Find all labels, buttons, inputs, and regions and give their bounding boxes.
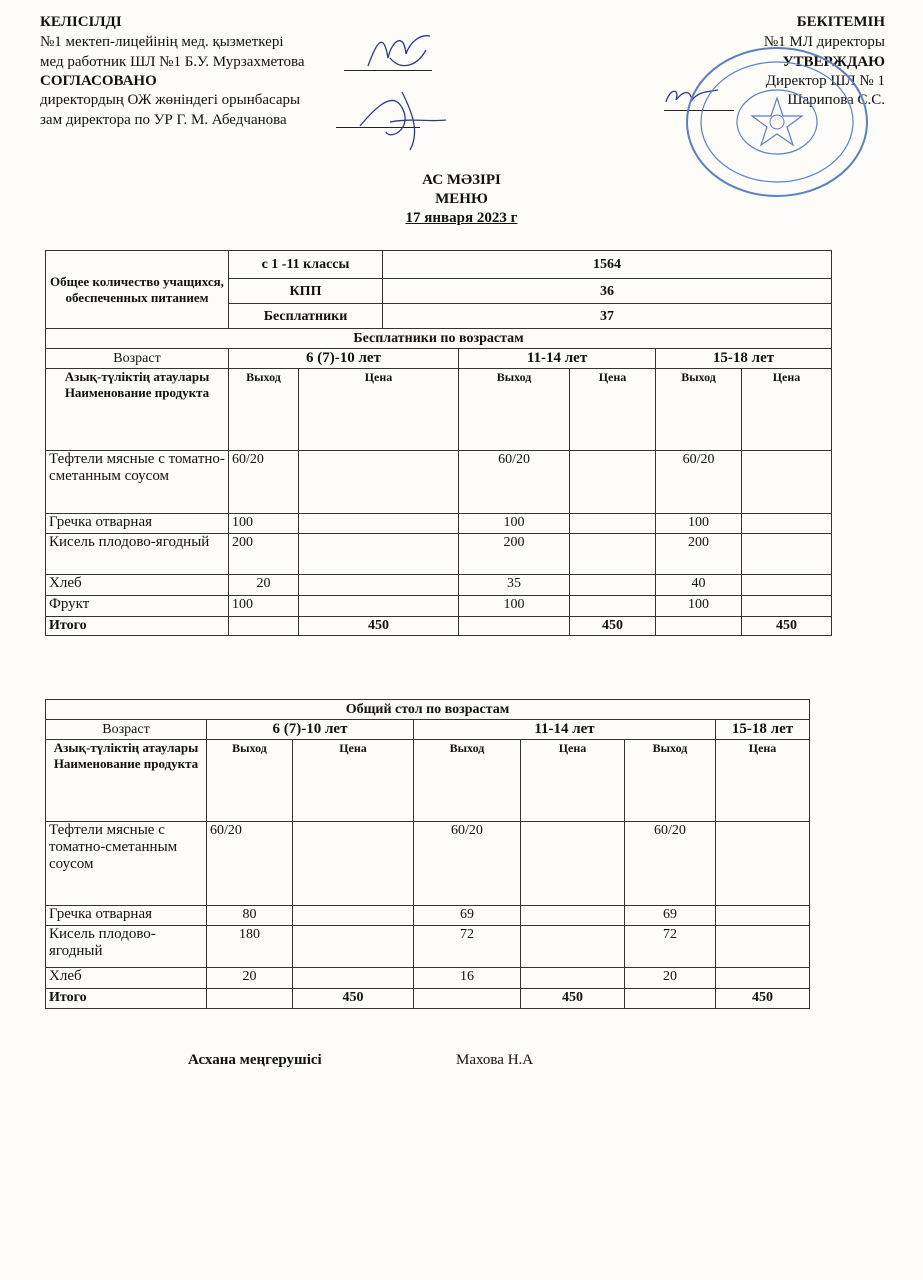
yield-value: 60/20 (229, 451, 299, 514)
yield-header: Выход (656, 369, 742, 451)
price-header: Цена (293, 740, 414, 822)
yield-value (207, 989, 293, 1009)
yield-value: 80 (207, 906, 293, 926)
table-caption: Бесплатники по возрастам (46, 329, 832, 349)
yield-value: 60/20 (207, 822, 293, 906)
medic-line-kz: №1 мектеп-лицейінің мед. қызметкері (40, 34, 284, 50)
price-value (521, 822, 625, 906)
price-value (293, 906, 414, 926)
price-value (570, 534, 656, 575)
product-name: Гречка отварная (46, 514, 229, 534)
yield-value (625, 989, 716, 1009)
menu-date: 17 января 2023 г (405, 210, 518, 226)
price-value (570, 575, 656, 596)
price-value (299, 514, 459, 534)
price-value (742, 534, 832, 575)
product-name: Кисель плодово-ягодный (46, 926, 207, 968)
price-value (570, 451, 656, 514)
total-price: 450 (570, 617, 656, 636)
yield-value: 40 (656, 575, 742, 596)
product-header: Азық-түліктің атаулары Наименование продукта (46, 369, 229, 451)
approve-ru-heading: УТВЕРЖДАЮ (782, 54, 885, 70)
table-row (46, 451, 832, 514)
yield-value: 72 (625, 926, 716, 968)
yield-value: 100 (656, 514, 742, 534)
table-row (46, 906, 810, 926)
total-row (46, 989, 810, 1009)
yield-value: 100 (459, 514, 570, 534)
price-value (716, 968, 810, 989)
total-price: 450 (742, 617, 832, 636)
product-name: Тефтели мясные с томатно-сметанным соусом (46, 451, 229, 514)
price-value (293, 822, 414, 906)
price-value (742, 575, 832, 596)
yield-value: 69 (625, 906, 716, 926)
title-kz: АС МӘЗІРІ (422, 172, 501, 188)
price-value (299, 451, 459, 514)
yield-value: 60/20 (459, 451, 570, 514)
yield-value: 35 (459, 575, 570, 596)
total-price: 450 (299, 617, 459, 636)
summary-row-name: с 1 -11 классы (229, 251, 383, 279)
product-header: Азық-түліктің атаулары Наименование продукта (46, 740, 207, 822)
yield-value: 100 (229, 596, 299, 617)
price-value (742, 596, 832, 617)
table-row (46, 968, 810, 989)
age-label: Возраст (46, 349, 229, 369)
price-value (742, 514, 832, 534)
signature-mark-deputy (350, 82, 450, 154)
table-row (46, 575, 832, 596)
price-value (293, 968, 414, 989)
director-line-kz: №1 МЛ директоры (763, 34, 885, 50)
free-meals-table (45, 250, 832, 636)
deputy-line-ru: зам директора по УР Г. М. Абедчанова (40, 112, 287, 128)
summary-row-value: 1564 (383, 251, 832, 279)
summary-row-name: КПП (229, 279, 383, 304)
product-name: Гречка отварная (46, 906, 207, 926)
deputy-line-kz: директордың ОЖ жөніндегі орынбасары (40, 92, 301, 108)
canteen-manager-label: Асхана меңгерушісі (188, 1052, 322, 1068)
summary-label: Общее количество учащихся, обеспеченных питанием (46, 251, 229, 329)
yield-value: 200 (459, 534, 570, 575)
yield-header: Выход (229, 369, 299, 451)
table-row (46, 534, 832, 575)
yield-value: 69 (414, 906, 521, 926)
age-group: 11-14 лет (414, 720, 716, 740)
yield-value (229, 617, 299, 636)
price-value (299, 575, 459, 596)
price-value (293, 926, 414, 968)
price-value (521, 926, 625, 968)
price-value (570, 514, 656, 534)
price-value (570, 596, 656, 617)
director-line-ru: Директор ШЛ № 1 (765, 73, 885, 89)
price-value (521, 968, 625, 989)
summary-row-value: 37 (383, 304, 832, 329)
canteen-manager-name: Махова Н.А (456, 1052, 534, 1068)
product-name: Фрукт (46, 596, 229, 617)
price-value (299, 596, 459, 617)
price-value (299, 534, 459, 575)
yield-header: Выход (414, 740, 521, 822)
yield-value (414, 989, 521, 1009)
yield-header: Выход (207, 740, 293, 822)
age-group: 15-18 лет (716, 720, 810, 740)
price-header: Цена (742, 369, 832, 451)
medic-line-ru: мед работник ШЛ №1 Б.У. Мурзахметова (40, 54, 305, 70)
yield-value: 100 (656, 596, 742, 617)
yield-value: 20 (625, 968, 716, 989)
product-name: Хлеб (46, 968, 207, 989)
table-row (46, 596, 832, 617)
agreed-kz-heading: КЕЛІСІЛДІ (40, 14, 122, 30)
price-header: Цена (570, 369, 656, 451)
table-row (46, 822, 810, 906)
price-header: Цена (716, 740, 810, 822)
yield-value: 200 (656, 534, 742, 575)
yield-header: Выход (625, 740, 716, 822)
yield-value: 180 (207, 926, 293, 968)
price-header: Цена (521, 740, 625, 822)
yield-value: 200 (229, 534, 299, 575)
product-name: Хлеб (46, 575, 229, 596)
total-label: Итого (46, 617, 229, 636)
age-group: 11-14 лет (459, 349, 656, 369)
total-price: 450 (716, 989, 810, 1009)
age-group: 6 (7)-10 лет (207, 720, 414, 740)
product-name: Тефтели мясные с томатно-сметанным соусом (46, 822, 207, 906)
product-name: Кисель плодово-ягодный (46, 534, 229, 575)
total-row (46, 617, 832, 636)
table-row (46, 514, 832, 534)
total-price: 450 (521, 989, 625, 1009)
age-group: 15-18 лет (656, 349, 832, 369)
price-header: Цена (299, 369, 459, 451)
summary-row-value: 36 (383, 279, 832, 304)
price-value (716, 926, 810, 968)
director-name: Шарипова С.С. (787, 92, 885, 108)
yield-value: 60/20 (625, 822, 716, 906)
price-value (716, 906, 810, 926)
price-value (716, 822, 810, 906)
yield-value (459, 617, 570, 636)
yield-value: 20 (229, 575, 299, 596)
total-price: 450 (293, 989, 414, 1009)
general-table (45, 699, 810, 1009)
yield-header: Выход (459, 369, 570, 451)
table-row (46, 926, 810, 968)
yield-value (656, 617, 742, 636)
age-label: Возраст (46, 720, 207, 740)
yield-value: 20 (207, 968, 293, 989)
total-label: Итого (46, 989, 207, 1009)
yield-value: 60/20 (656, 451, 742, 514)
yield-value: 16 (414, 968, 521, 989)
agreed-ru-heading: СОГЛАСОВАНО (40, 73, 157, 89)
summary-row-name: Бесплатники (229, 304, 383, 329)
signature-mark-medic (360, 28, 440, 78)
yield-value: 100 (459, 596, 570, 617)
yield-value: 72 (414, 926, 521, 968)
age-group: 6 (7)-10 лет (229, 349, 459, 369)
approve-kz-heading: БЕКІТЕМІН (796, 14, 885, 30)
price-value (742, 451, 832, 514)
table-caption: Общий стол по возрастам (46, 700, 810, 720)
yield-value: 60/20 (414, 822, 521, 906)
yield-value: 100 (229, 514, 299, 534)
title-ru: МЕНЮ (435, 191, 488, 207)
price-value (521, 906, 625, 926)
